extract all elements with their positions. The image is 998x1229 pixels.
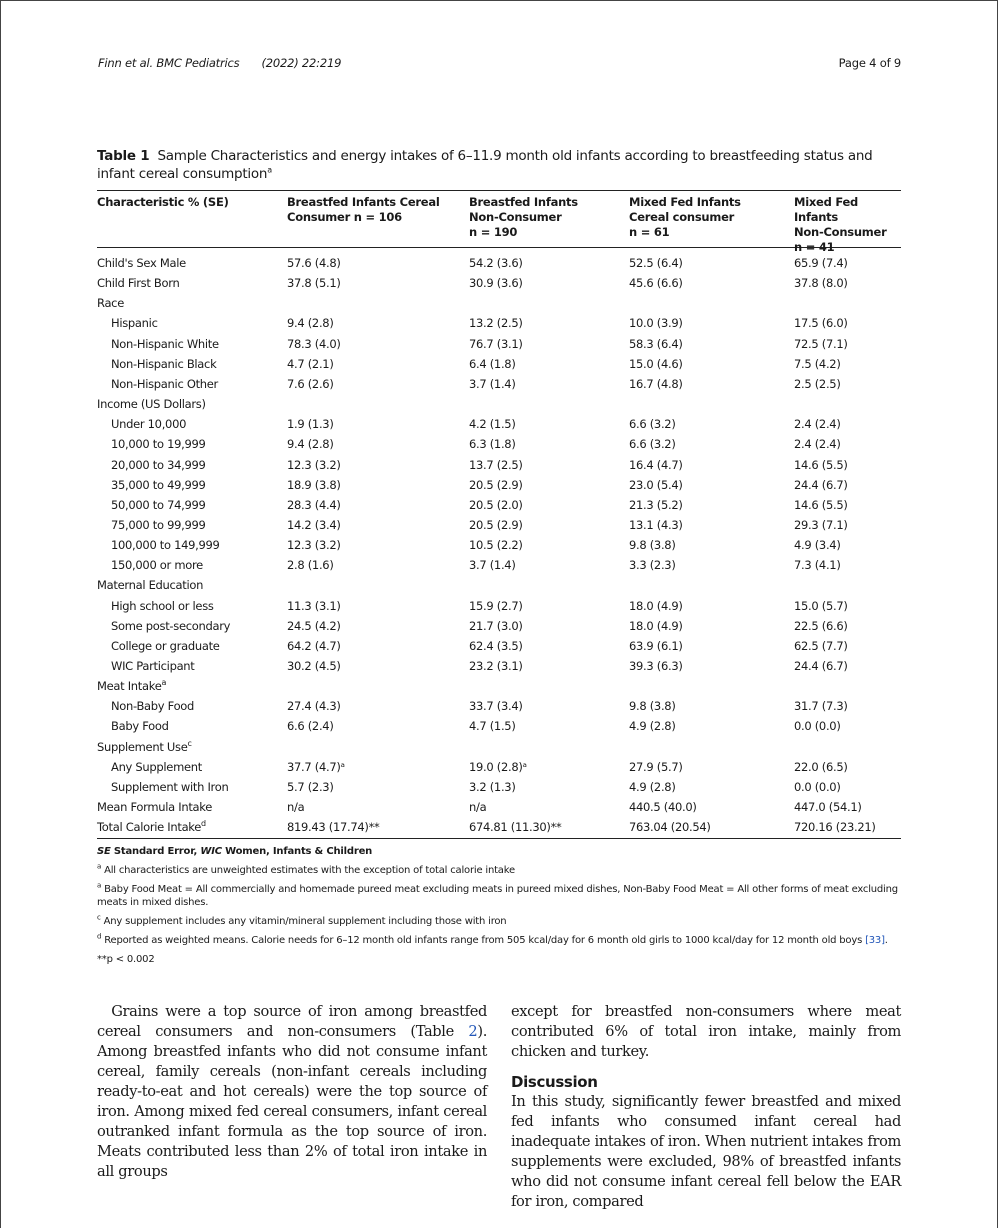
row-label: Non-Baby Food [111,699,195,714]
table-row [97,719,901,739]
table-cell: 6.4 (1.8) [469,356,516,371]
table-caption [97,147,901,183]
row-label: 20,000 to 34,999 [111,457,206,472]
row-label: 150,000 or more [111,558,203,573]
row-label: Any Supplement [111,759,202,774]
row-label: Maternal Education [97,578,204,593]
row-label: WIC Participant [111,659,195,673]
table-cell: 13.7 (2.5) [469,457,523,472]
table-cell: 45.6 (6.6) [629,276,683,291]
table-row [97,578,901,598]
table-cell: 6.6 (3.2) [629,437,676,452]
table-cell: 23.2 (3.1) [469,659,523,673]
table-cell: 720.16 (23.21) [794,820,876,835]
table-row [97,417,901,437]
footnote-p: **p < 0.002 [97,954,155,965]
journal-name: Finn et al. BMC Pediatrics [98,56,240,70]
table-cell: 16.7 (4.8) [629,376,683,391]
row-label: Supplement with Iron [111,779,229,794]
table-cell: 10.0 (3.9) [629,316,683,331]
table-cell: 30.2 (4.5) [287,659,341,673]
table-cell: 4.9 (2.8) [629,719,676,734]
row-label: Some post-secondary [111,618,231,633]
table-cell: 27.9 (5.7) [629,759,683,774]
table-cell: 29.3 (7.1) [794,517,848,532]
row-label: Meat Intake$^a$ [97,678,167,694]
body-paragraph-left: Grains were a top source of iron among breastfed cereal consumers and non-consumers (Table 2). Among breastfed infants who did not consume infant cereal, family cereals (non-infant cereals including ready-to-eat and hot cereals) were the top source of iron. Among mixed fed cereal consumers, infant cereal outranked infant formula as the top source of iron. Meats contributed less than 2% of total iron intake in all groups [97,1003,487,1180]
row-label: College or graduate [111,638,220,653]
row-label: Child's Sex Male [97,256,186,270]
table-row [97,760,901,780]
table-row [97,377,901,397]
row-label: 100,000 to 149,999 [111,538,220,553]
table-cell: 3.7 (1.4) [469,558,516,573]
table-cell: 4.9 (3.4) [794,538,841,553]
table-row [97,679,901,699]
row-label: Income (US Dollars) [97,397,206,412]
caption-text: Sample Characteristics and energy intakes of 6–11.9 month old infants according to breastfeeding status and infant cereal consumption [97,148,873,182]
table-row [97,437,901,457]
table-row [97,599,901,619]
table-cell: 4.7 (2.1) [287,356,334,371]
table-cell: 9.8 (3.8) [629,699,676,714]
table-cell: 27.4 (4.3) [287,699,341,714]
table-row [97,276,901,296]
table-cell: n/a [287,800,305,815]
table-cell: 3.7 (1.4) [469,376,516,391]
table-2-link[interactable]: 2 [468,1023,478,1040]
table-cell: 20.5 (2.9) [469,477,523,492]
table-row [97,780,901,800]
journal-issue: (2022) 22:219 [261,56,342,70]
table-cell: 20.5 (2.9) [469,517,523,532]
table-row [97,256,901,276]
table-row [97,478,901,498]
row-label: 10,000 to 19,999 [111,437,206,452]
table-cell: 7.3 (4.1) [794,558,841,573]
table-row [97,518,901,538]
table-cell: 447.0 (54.1) [794,800,862,815]
table-row [97,357,901,377]
table-cell: 30.9 (3.6) [469,276,523,291]
table-cell: 674.81 (11.30)** [469,820,562,835]
table-cell: 37.7 (4.7)ᵃ [287,759,345,774]
table-cell: 28.3 (4.4) [287,497,341,512]
row-label: Supplement Use$^c$ [97,738,192,754]
footnote-a2: $^a$ Baby Food Meat = All commercially and homemade pureed meat excluding meats in pureed mixed dishes, Non-Baby Food Meat = All other forms of meat excluding meats in mixed dishes. [97,881,898,908]
table-cell: 7.6 (2.6) [287,376,334,391]
row-label: 35,000 to 49,999 [111,477,206,492]
footnote-d-ref[interactable]: [33] [865,935,885,946]
table-cell: 39.3 (6.3) [629,659,683,673]
table-row [97,740,901,760]
table-cell: 10.5 (2.2) [469,538,523,553]
row-label: Mean Formula Intake [97,800,213,815]
table-cell: 24.5 (4.2) [287,618,341,633]
table-cell: 54.2 (3.6) [469,256,523,270]
table-cell: 819.43 (17.74)** [287,820,380,835]
table-cell: 13.2 (2.5) [469,316,523,331]
table-cell: 0.0 (0.0) [794,719,841,734]
table-cell: 14.6 (5.5) [794,457,848,472]
row-label: Non-Hispanic Black [111,356,217,371]
table-cell: 3.2 (1.3) [469,779,516,794]
table-cell: 15.9 (2.7) [469,598,523,613]
table-cell: 4.9 (2.8) [629,779,676,794]
body-column-right [511,1002,901,1212]
table-cell: 78.3 (4.0) [287,336,341,351]
table-row [97,558,901,578]
table-cell: 14.2 (3.4) [287,517,341,532]
table-cell: 23.0 (5.4) [629,477,683,492]
table-cell: 37.8 (8.0) [794,276,848,291]
page-number: Page 4 of 9 [838,56,901,70]
table-cell: 3.3 (2.3) [629,558,676,573]
table-cell: 15.0 (5.7) [794,598,848,613]
table-cell: 2.5 (2.5) [794,376,841,391]
table-row [97,639,901,659]
caption-sup: a [267,165,272,175]
row-label: 50,000 to 74,999 [111,497,206,512]
footnote-c: $^c$ Any supplement includes any vitamin/mineral supplement including those with iron [97,913,507,927]
table-cell: 62.4 (3.5) [469,638,523,653]
row-label: 75,000 to 99,999 [111,517,206,532]
table-cell: 9.4 (2.8) [287,437,334,452]
table-cell: 52.5 (6.4) [629,256,683,270]
table-cell: 5.7 (2.3) [287,779,334,794]
footnote-abbrev: SE Standard Error, WIC Women, Infants & Children [97,846,373,857]
data-table [97,190,901,835]
table-row [97,498,901,518]
table-row [97,458,901,478]
table-cell: 18.9 (3.8) [287,477,341,492]
table-cell: 9.4 (2.8) [287,316,334,331]
table-cell: 4.7 (1.5) [469,719,516,734]
table-row [97,397,901,417]
table-cell: 31.7 (7.3) [794,699,848,714]
table-cell: 22.0 (6.5) [794,759,848,774]
row-label: Hispanic [111,316,158,331]
table-cell: 1.9 (1.3) [287,417,334,432]
row-label: Baby Food [111,719,169,734]
column-header-2: Breastfed Infants Non-Consumer n = 190 [469,195,578,239]
body-column-left [97,1002,487,1182]
column-header-3: Mixed Fed Infants Cereal consumer n = 61 [629,195,741,239]
table-cell: 2.4 (2.4) [794,437,841,452]
running-header-journal [98,56,341,70]
row-label: Under 10,000 [111,417,187,432]
table-cell: 6.6 (2.4) [287,719,334,734]
table-cell: 62.5 (7.7) [794,638,848,653]
table-cell: n/a [469,800,487,815]
row-label: Child First Born [97,276,180,291]
table-cell: 20.5 (2.0) [469,497,523,512]
footnote-a1: $^a$ All characteristics are unweighted estimates with the exception of total calorie intake [97,862,515,876]
table-row [97,659,901,679]
table-cell: 22.5 (6.6) [794,618,848,633]
section-heading-discussion: Discussion [511,1073,598,1091]
column-header-4: Mixed Fed Infants Non-Consumer n = 41 [794,195,887,254]
row-label: Non-Hispanic White [111,336,219,351]
table-row [97,538,901,558]
table-cell: 21.3 (5.2) [629,497,683,512]
table-cell: 21.7 (3.0) [469,618,523,633]
table-cell: 2.4 (2.4) [794,417,841,432]
body-paragraph-right-2: In this study, significantly fewer breastfed and mixed fed infants who consumed infant cereal had inadequate intakes of iron. When nutrient intakes from supplements were excluded, 98% of breastfed infants who did not consume infant cereal fell below the EAR for iron, compared [511,1093,901,1210]
table-cell: 19.0 (2.8)ᵃ [469,759,527,774]
table-cell: 13.1 (4.3) [629,517,683,532]
table-row [97,316,901,336]
table-cell: 16.4 (4.7) [629,457,683,472]
footnote-d: $^d$ Reported as weighted means. Calorie needs for 6–12 month old infants range from 505 kcal/day for 6 month old girls to 1000 kcal/day for 12 month old boys [33]. [97,932,888,946]
table-footnotes [97,838,901,972]
table-cell: 6.3 (1.8) [469,437,516,452]
table-header [97,191,901,254]
table-cell: 18.0 (4.9) [629,598,683,613]
table-cell: 12.3 (3.2) [287,457,341,472]
table-cell: 58.3 (6.4) [629,336,683,351]
table-row [97,699,901,719]
row-label: High school or less [111,598,214,613]
table-cell: 76.7 (3.1) [469,336,523,351]
table-label: Table 1 [97,148,150,164]
row-label: Race [97,296,124,311]
body-paragraph-right-1: except for breastfed non-consumers where meat contributed 6% of total iron intake, mainly from chicken and turkey. [511,1003,901,1060]
table-cell: 6.6 (3.2) [629,417,676,432]
table-cell: 0.0 (0.0) [794,779,841,794]
table-cell: 65.9 (7.4) [794,256,848,270]
column-header-1: Breastfed Infants Cereal Consumer n = 106 [287,195,440,224]
table-cell: 17.5 (6.0) [794,316,848,331]
table-cell: 24.4 (6.7) [794,477,848,492]
table-cell: 64.2 (4.7) [287,638,341,653]
table-cell: 18.0 (4.9) [629,618,683,633]
table-cell: 9.8 (3.8) [629,538,676,553]
table-cell: 14.6 (5.5) [794,497,848,512]
column-header-0: Characteristic % (SE) [97,195,229,209]
table-row [97,800,901,820]
table-cell: 763.04 (20.54) [629,820,711,835]
table-cell: 4.2 (1.5) [469,417,516,432]
table-row [97,619,901,639]
table-cell: 440.5 (40.0) [629,800,697,815]
table-cell: 33.7 (3.4) [469,699,523,714]
table-cell: 15.0 (4.6) [629,356,683,371]
row-label: Total Calorie Intake$^d$ [97,819,206,835]
table-cell: 72.5 (7.1) [794,336,848,351]
table-cell: 24.4 (6.7) [794,659,848,673]
table-cell: 11.3 (3.1) [287,598,341,613]
table-cell: 7.5 (4.2) [794,356,841,371]
table-row [97,296,901,316]
table-cell: 63.9 (6.1) [629,638,683,653]
table-row [97,337,901,357]
table-cell: 37.8 (5.1) [287,276,341,291]
table-cell: 12.3 (3.2) [287,538,341,553]
row-label: Non-Hispanic Other [111,376,218,391]
table-cell: 57.6 (4.8) [287,256,341,270]
table-cell: 2.8 (1.6) [287,558,334,573]
